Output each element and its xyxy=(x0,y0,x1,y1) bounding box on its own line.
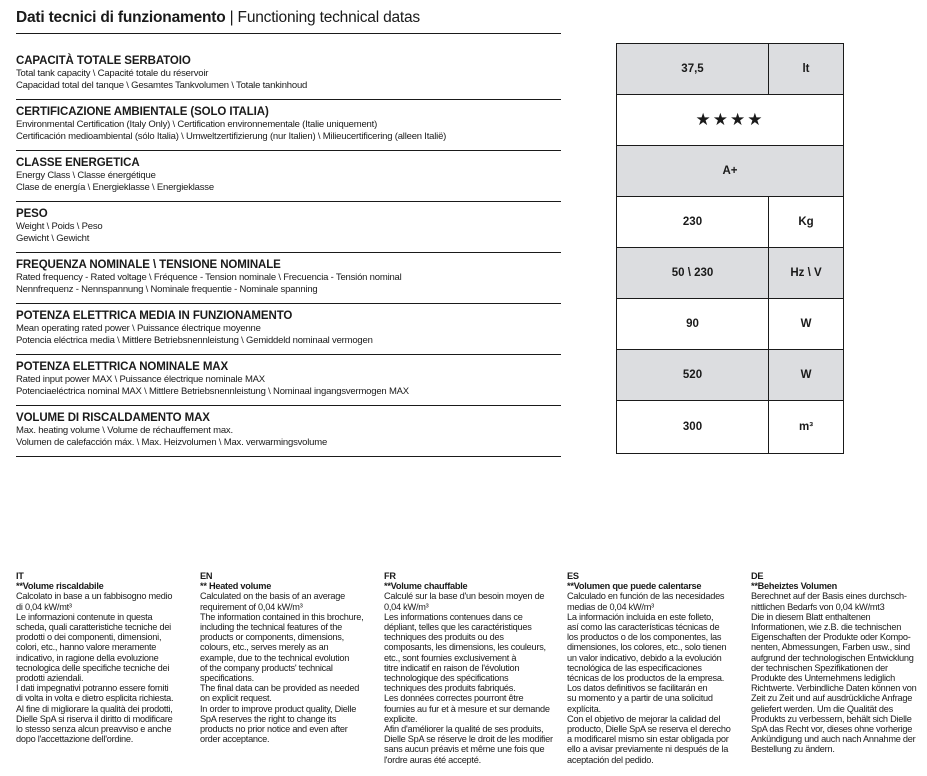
spec-value: 230 xyxy=(617,197,769,247)
note-heading: **Volume riscaldabile xyxy=(16,581,104,592)
note-language: FR xyxy=(384,571,396,581)
spec-translation: Rated frequency - Rated voltage \ Fréquence - Tension nominale \ Frecuencia - Tensión nominal xyxy=(16,272,402,283)
spec-value: A+ xyxy=(722,165,738,177)
spec-row-energy-class xyxy=(16,151,561,202)
note-heading: **Volumen que puede calentarse xyxy=(567,581,702,592)
footnote-es xyxy=(567,571,747,765)
footnote-de xyxy=(751,571,923,755)
spec-row-certification xyxy=(16,100,561,151)
note-heading: **Beheiztes Volumen xyxy=(751,581,837,592)
title-separator: | xyxy=(225,9,238,26)
spec-translation: Capacidad total del tanque \ Gesamtes Tankvolumen \ Totale tankinhoud xyxy=(16,80,308,91)
note-body: Calculado en función de las necesidades medias de 0,04 kW/m³ La información incluida en este folleto, así como las características técnicas de los productos o de los componentes, las dimensiones, los colores, etc., solo tienen un valor indicativo, debido a la evolución tecnológica de las especificaciones técnicas de los productos de la empresa. Los datos definitivos se facilitarán en su momento y a partir de una solicitud explícita. Con el objetivo de mejorar la calidad del producto, Dielle SpA se reserva el derecho a modificarel mismo sin estar obligada por ello a avisar previamente ni después de la aceptación del pedido. xyxy=(567,591,731,765)
spec-title: VOLUME DI RISCALDAMENTO MAX xyxy=(16,412,210,424)
spec-unit: W xyxy=(800,318,812,330)
spec-translation: Rated input power MAX \ Puissance électrique nominale MAX xyxy=(16,374,265,385)
note-language: IT xyxy=(16,571,24,581)
spec-unit: Hz \ V xyxy=(790,267,822,279)
spec-translation: Max. heating volume \ Volume de réchauffement max. xyxy=(16,425,233,436)
spec-translation: Energy Class \ Classe énergétique xyxy=(16,170,156,181)
spec-title: PESO xyxy=(16,208,48,220)
spec-value: 50 \ 230 xyxy=(617,248,769,298)
spec-translation: Mean operating rated power \ Puissance électrique moyenne xyxy=(16,323,261,334)
spec-translation: Environmental Certification (Italy Only) \ Certification environnementale (Italie uniquement) xyxy=(16,119,378,130)
spec-value: 90 xyxy=(617,299,769,349)
value-row-energy-class xyxy=(617,146,843,197)
spec-title: CLASSE ENERGETICA xyxy=(16,157,140,169)
value-row-weight xyxy=(617,197,843,248)
footnote-en xyxy=(200,571,380,744)
spec-row-heating-volume xyxy=(16,406,561,457)
value-row-mean-power xyxy=(617,299,843,350)
page-title xyxy=(16,8,561,28)
spec-row-mean-power xyxy=(16,304,561,355)
spec-translation: Certificación medioambiental (sólo Italia) \ Umweltzertifizierung (nur Italien) \ Milieucertificering (alleen Italië) xyxy=(16,131,447,142)
spec-row-max-power xyxy=(16,355,561,406)
spec-title: POTENZA ELETTRICA NOMINALE MAX xyxy=(16,361,229,373)
spec-row-tank-capacity xyxy=(16,49,561,100)
spec-values-table xyxy=(616,43,844,454)
spec-labels xyxy=(16,49,561,457)
note-heading: **Volume chauffable xyxy=(384,581,468,592)
spec-unit: m³ xyxy=(798,421,814,433)
spec-title: POTENZA ELETTRICA MEDIA IN FUNZIONAMENTO xyxy=(16,310,293,322)
spec-translation: Clase de energía \ Energieklasse \ Energieklasse xyxy=(16,182,214,193)
value-row-max-power xyxy=(617,350,843,401)
footnote-fr xyxy=(384,571,564,765)
spec-unit: W xyxy=(800,369,812,381)
note-language: ES xyxy=(567,571,579,581)
spec-value: 520 xyxy=(617,350,769,400)
note-body: Calcolato in base a un fabbisogno medio di 0,04 kW/mt³ Le informazioni contenute in questa scheda, quali caratteristiche tecniche dei prodotti o dei componenti, dimensioni, colori, etc., hanno valore meramente indicativo, in ragione della evoluzione tecnologica delle specifiche tecniche dei prodotti aziendali. I dati impegnativi potranno essere forniti di volta in volta e dietro esplicita richiesta. Al fine di migliorare la qualità dei prodotti, Dielle SpA si riserva il diritto di modificare lo stesso senza alcun preavviso e anche dopo l'accettazione dell'ordine. xyxy=(16,591,174,745)
spec-title: FREQUENZA NOMINALE \ TENSIONE NOMINALE xyxy=(16,259,281,271)
spec-title: CERTIFICAZIONE AMBIENTALE (SOLO ITALIA) xyxy=(16,106,269,118)
note-language: DE xyxy=(751,571,764,581)
note-heading: ** Heated volume xyxy=(200,581,272,592)
footnotes xyxy=(0,571,927,776)
value-row-frequency-voltage xyxy=(617,248,843,299)
spec-translation: Weight \ Poids \ Peso xyxy=(16,221,103,232)
spec-translation: Volumen de calefacción máx. \ Max. Heizvolumen \ Max. verwarmingsvolume xyxy=(16,437,328,448)
title-english: Functioning technical datas xyxy=(237,9,420,26)
page-header xyxy=(16,8,561,34)
footnote-it xyxy=(16,571,196,744)
title-italian: Dati tecnici di funzionamento xyxy=(16,9,226,26)
spec-translation: Nennfrequenz - Nennspannung \ Nominale frequentie - Nominale spanning xyxy=(16,284,318,295)
spec-value: 37,5 xyxy=(617,44,769,94)
spec-unit: lt xyxy=(802,63,810,75)
spec-translation: Gewicht \ Gewicht xyxy=(16,233,90,244)
spec-translation: Potenciaeléctrica nominal MAX \ Mittlere Betriebsnennleistung \ Nominaal ingangsvermogen MAX xyxy=(16,386,409,397)
value-row-certification xyxy=(617,95,843,146)
note-language: EN xyxy=(200,571,213,581)
note-body: Berechnet auf der Basis eines durchsch- nittlichen Bedarfs von 0,04 kW/mt3 Die in diesem Blatt enthaltenen Informationen, wie z.B. die technischen Eigenschaften der Produkte oder Kompo- nenten, Abmessungen, Farben usw., sind aufgrund der technologischen Entwicklung der technischen Spezifikationen der Produkte des Unternehmens lediglich Richtwerte. Verbindliche Daten können von Zeit zu Zeit und auf ausdrückliche Anfrage geliefert werden. Um die Qualität des Produkts zu verbessern, behält sich Dielle SpA das Recht vor, dieses ohne vorherige Ankündigung und auch nach Annahme der Bestellung zu ändern. xyxy=(751,591,917,755)
spec-unit: Kg xyxy=(798,216,814,228)
spec-title: CAPACITÀ TOTALE SERBATOIO xyxy=(16,55,191,67)
rating-stars: ★★★★ xyxy=(695,110,765,129)
value-row-heating-volume xyxy=(617,401,843,453)
note-body: Calculated on the basis of an average requirement of 0,04 kW/m³ The information contained in this brochure, including the technical features of the products or components, dimensions, colours, etc., serves merely as an example, due to the technical evolution of the company products' technical specifications. The final data can be provided as needed on explicit request. In order to improve product quality, Dielle SpA reserves the right to change its products no prior notice and even after order acceptance. xyxy=(200,591,364,745)
spec-translation: Total tank capacity \ Capacité totale du réservoir xyxy=(16,68,209,79)
spec-value: 300 xyxy=(617,401,769,453)
spec-row-weight xyxy=(16,202,561,253)
value-row-tank-capacity xyxy=(617,44,843,95)
spec-row-frequency-voltage xyxy=(16,253,561,304)
spec-translation: Potencia eléctrica media \ Mittlere Betriebsnennleistung \ Gemiddeld nominaal vermogen xyxy=(16,335,373,346)
note-body: Calculé sur la base d'un besoin moyen de 0,04 kW/m³ Les informations contenues dans ce dépliant, telles que les caractéristiques techniques des produits ou des composants, les dimensions, les couleurs, etc., sont fournies exclusivement à titre indicatif en raison de l'évolution technologique des spécifications techniques des produits fabriqués. Les données correctes pourront être fournies au fur et à mesure et sur demande explicite. Afin d'améliorer la qualité de ses produits, Dielle SpA se réserve le droit de les modifier sans aucun préavis et même une fois que l'ordre auras été accepté. xyxy=(384,591,553,765)
